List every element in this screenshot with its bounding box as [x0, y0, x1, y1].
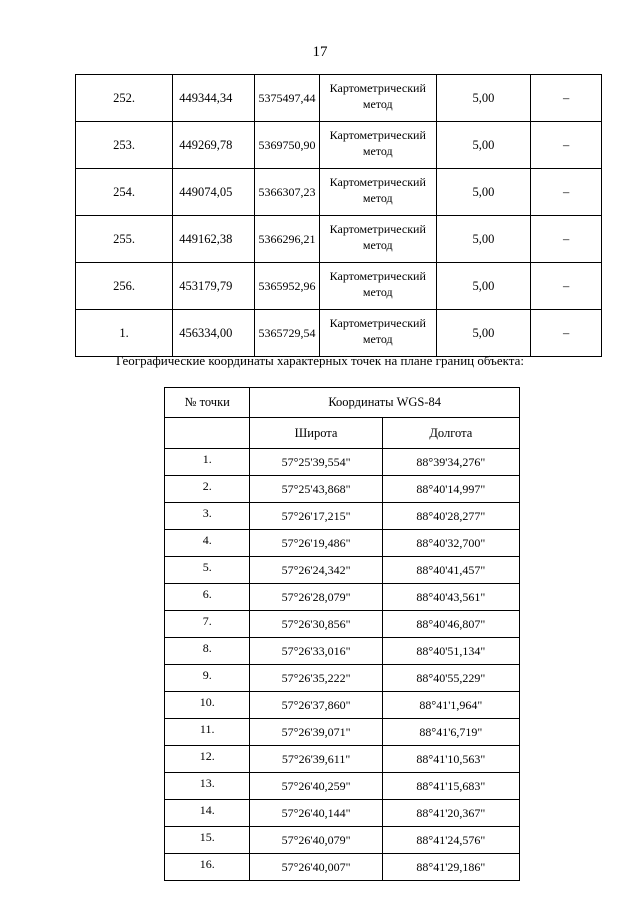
latitude-value: 57°26'19,486" — [250, 530, 382, 557]
latitude-value: 57°26'28,079" — [250, 584, 382, 611]
point-number: 16. — [165, 854, 250, 881]
method-line: метод — [362, 332, 393, 346]
coordinate-y: 5365729,54 — [255, 310, 320, 357]
longitude-value: 88°41'24,576" — [382, 827, 519, 854]
geo-row — [165, 773, 520, 800]
coordinate-x: 456334,00 — [173, 310, 255, 357]
latitude-value: 57°25'43,868" — [250, 476, 382, 503]
coordinate-y: 5366307,23 — [255, 169, 320, 216]
geographic-coordinates-table — [164, 387, 520, 881]
latitude-value: 57°26'40,007" — [250, 854, 382, 881]
latitude-value: 57°26'40,259" — [250, 773, 382, 800]
accuracy-value: 5,00 — [436, 122, 530, 169]
geo-row — [165, 476, 520, 503]
cadastral-coordinates-table — [75, 74, 602, 357]
determination-method — [319, 263, 436, 310]
point-number: 7. — [165, 611, 250, 638]
longitude-value: 88°40'46,807" — [382, 611, 519, 638]
geo-row — [165, 827, 520, 854]
accuracy-value: 5,00 — [436, 216, 530, 263]
geo-subheader-row — [165, 418, 520, 449]
coordinate-x: 449074,05 — [173, 169, 255, 216]
point-number: 255. — [76, 216, 173, 263]
point-number: 12. — [165, 746, 250, 773]
cadastral-row — [76, 263, 602, 310]
coordinate-y: 5365952,96 — [255, 263, 320, 310]
point-number: 252. — [76, 75, 173, 122]
longitude-value: 88°41'10,563" — [382, 746, 519, 773]
latitude-value: 57°26'37,860" — [250, 692, 382, 719]
longitude-value: 88°39'34,276" — [382, 449, 519, 476]
header-longitude: Долгота — [382, 418, 519, 449]
description-dash: – — [531, 263, 602, 310]
longitude-value: 88°40'43,561" — [382, 584, 519, 611]
point-number: 8. — [165, 638, 250, 665]
point-number: 15. — [165, 827, 250, 854]
accuracy-value: 5,00 — [436, 169, 530, 216]
method-line: метод — [362, 191, 393, 205]
coordinate-x: 449269,78 — [173, 122, 255, 169]
point-number: 3. — [165, 503, 250, 530]
determination-method — [319, 75, 436, 122]
longitude-value: 88°40'14,997" — [382, 476, 519, 503]
method-line: Картометрический — [329, 316, 426, 330]
cadastral-row — [76, 75, 602, 122]
geo-header-row — [165, 388, 520, 418]
method-line: метод — [362, 144, 393, 158]
method-line: Картометрический — [329, 269, 426, 283]
description-dash: – — [531, 122, 602, 169]
latitude-value: 57°25'39,554" — [250, 449, 382, 476]
method-line: Картометрический — [329, 81, 426, 95]
point-number: 5. — [165, 557, 250, 584]
description-dash: – — [531, 216, 602, 263]
latitude-value: 57°26'24,342" — [250, 557, 382, 584]
geo-row — [165, 665, 520, 692]
latitude-value: 57°26'40,144" — [250, 800, 382, 827]
accuracy-value: 5,00 — [436, 310, 530, 357]
point-number: 4. — [165, 530, 250, 557]
header-empty-cell — [165, 418, 250, 449]
geo-row — [165, 800, 520, 827]
latitude-value: 57°26'40,079" — [250, 827, 382, 854]
longitude-value: 88°41'29,186" — [382, 854, 519, 881]
geo-row — [165, 611, 520, 638]
coordinate-y: 5375497,44 — [255, 75, 320, 122]
method-line: Картометрический — [329, 128, 426, 142]
accuracy-value: 5,00 — [436, 263, 530, 310]
longitude-value: 88°40'41,457" — [382, 557, 519, 584]
header-point-number: № точки — [165, 388, 250, 418]
point-number: 256. — [76, 263, 173, 310]
description-dash: – — [531, 169, 602, 216]
method-line: метод — [362, 97, 393, 111]
page-number: 17 — [312, 44, 328, 60]
determination-method — [319, 310, 436, 357]
coordinate-y: 5366296,21 — [255, 216, 320, 263]
cadastral-row — [76, 216, 602, 263]
longitude-value: 88°41'15,683" — [382, 773, 519, 800]
longitude-value: 88°40'28,277" — [382, 503, 519, 530]
coordinate-x: 449162,38 — [173, 216, 255, 263]
point-number: 11. — [165, 719, 250, 746]
latitude-value: 57°26'39,071" — [250, 719, 382, 746]
geo-row — [165, 530, 520, 557]
point-number: 9. — [165, 665, 250, 692]
accuracy-value: 5,00 — [436, 75, 530, 122]
geo-table-caption: Географические координаты характерных точек на плане границ объекта: — [115, 353, 525, 368]
geo-row — [165, 719, 520, 746]
point-number: 10. — [165, 692, 250, 719]
geo-row — [165, 557, 520, 584]
geo-row — [165, 449, 520, 476]
point-number: 6. — [165, 584, 250, 611]
point-number: 254. — [76, 169, 173, 216]
longitude-value: 88°40'51,134" — [382, 638, 519, 665]
point-number: 1. — [165, 449, 250, 476]
determination-method — [319, 169, 436, 216]
header-latitude: Широта — [250, 418, 382, 449]
longitude-value: 88°40'32,700" — [382, 530, 519, 557]
geo-row — [165, 584, 520, 611]
method-line: метод — [362, 285, 393, 299]
latitude-value: 57°26'39,611" — [250, 746, 382, 773]
coordinate-x: 449344,34 — [173, 75, 255, 122]
method-line: метод — [362, 238, 393, 252]
determination-method — [319, 122, 436, 169]
determination-method — [319, 216, 436, 263]
longitude-value: 88°41'1,964" — [382, 692, 519, 719]
header-coordinates-wgs84: Координаты WGS-84 — [250, 388, 520, 418]
point-number: 14. — [165, 800, 250, 827]
latitude-value: 57°26'33,016" — [250, 638, 382, 665]
latitude-value: 57°26'35,222" — [250, 665, 382, 692]
geo-row — [165, 746, 520, 773]
geo-row — [165, 638, 520, 665]
description-dash: – — [531, 75, 602, 122]
coordinate-y: 5369750,90 — [255, 122, 320, 169]
geo-row — [165, 854, 520, 881]
coordinate-x: 453179,79 — [173, 263, 255, 310]
method-line: Картометрический — [329, 175, 426, 189]
description-dash: – — [531, 310, 602, 357]
method-line: Картометрический — [329, 222, 426, 236]
longitude-value: 88°41'20,367" — [382, 800, 519, 827]
geo-row — [165, 692, 520, 719]
cadastral-row — [76, 310, 602, 357]
latitude-value: 57°26'30,856" — [250, 611, 382, 638]
point-number: 13. — [165, 773, 250, 800]
longitude-value: 88°41'6,719" — [382, 719, 519, 746]
cadastral-row — [76, 169, 602, 216]
latitude-value: 57°26'17,215" — [250, 503, 382, 530]
geo-row — [165, 503, 520, 530]
cadastral-row — [76, 122, 602, 169]
point-number: 1. — [76, 310, 173, 357]
longitude-value: 88°40'55,229" — [382, 665, 519, 692]
point-number: 253. — [76, 122, 173, 169]
point-number: 2. — [165, 476, 250, 503]
